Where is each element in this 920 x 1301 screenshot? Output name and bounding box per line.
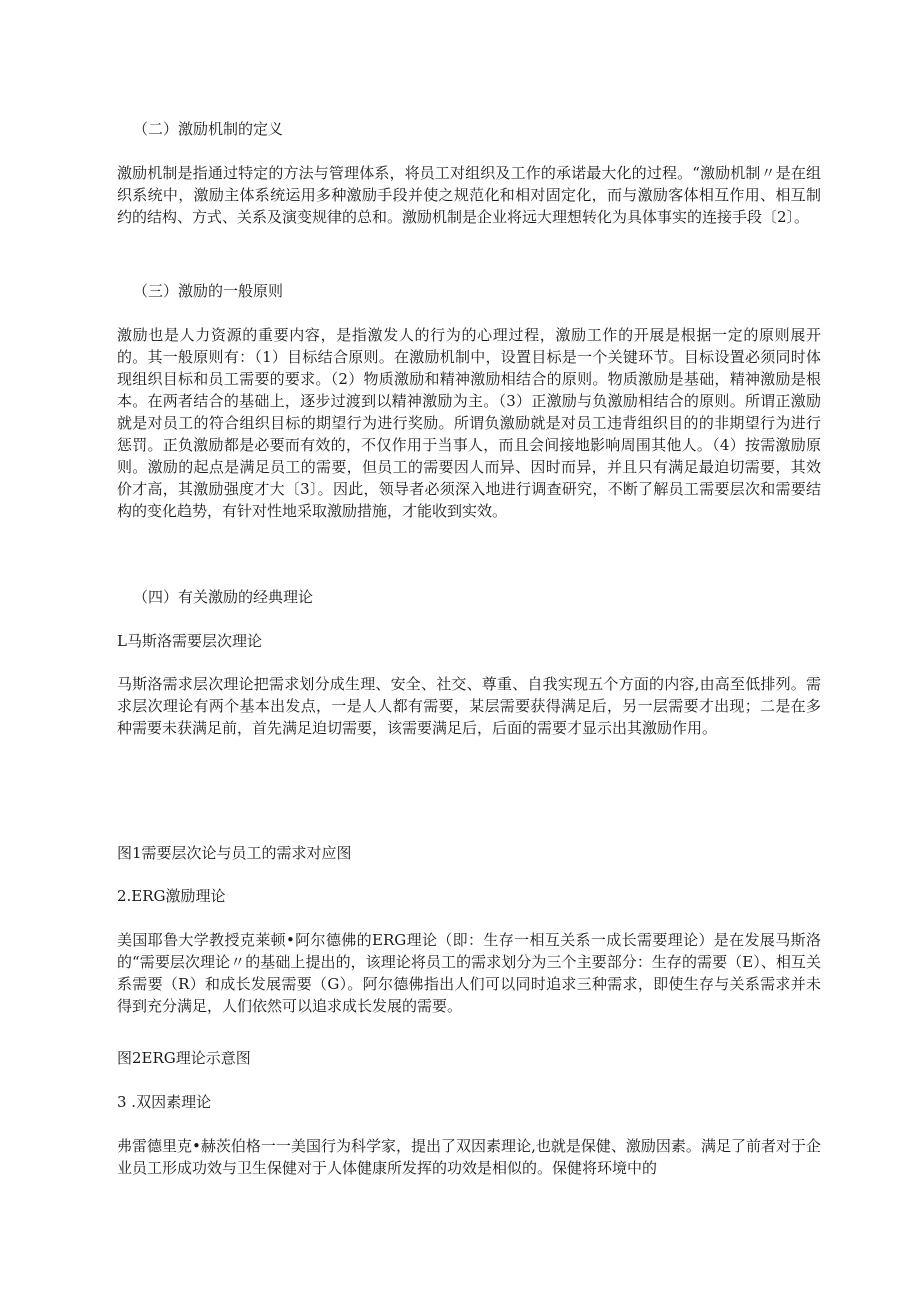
theory-3-heading: 3 .双因素理论	[117, 1093, 212, 1111]
section-4-heading: （四）有关激励的经典理论	[133, 588, 314, 606]
figure-1-caption: 图1需要层次论与员工的需求对应图	[117, 844, 352, 862]
theory-2-heading: 2.ERG激励理论	[117, 887, 226, 905]
theory-3-paragraph: 弗雷德里克•赫茨伯格一一美国行为科学家，提出了双因素理论,也就是保健、激励因素。满足了前者对于企业员工形成功效与卫生保健对于人体健康所发挥的功效是相似的。保健将环境中的	[117, 1137, 821, 1177]
theory-2-paragraph: 美国耶鲁大学教授克莱顿•阿尔德佛的ERG理论（即：生存一相互关系一成长需要理论）是在发展马斯洛的“需要层次理论〃的基础上提出的，该理论将员工的需求划分为三个主要部分：生存的需要（E）、相互关系需要（R）和成长发展需要（G）。阿尔德佛指出人们可以同时追求三种需求，即使生存与关系需求并未得到充分满足，人们依然可以追求成长发展的需要。	[117, 931, 821, 1015]
section-2-paragraph: 激励机制是指通过特定的方法与管理体系，将员工对组织及工作的承诺最大化的过程。“激励机制〃是在组织系统中，激励主体系统运用多种激励手段并使之规范化和相对固定化，而与激励客体相互作用、相互制约的结构、方式、关系及演变规律的总和。激励机制是企业将远大理想转化为具体事实的连接手段〔2〕。	[117, 164, 821, 226]
figure-2-caption: 图2ERG理论示意图	[117, 1049, 251, 1067]
section-3-heading: （三）激励的一般原则	[133, 282, 284, 300]
theory-1-paragraph: 马斯洛需求层次理论把需求划分成生理、安全、社交、尊重、自我实现五个方面的内容,由高至低排列。需求层次理论有两个基本出发点，一是人人都有需要，某层需要获得满足后，另一层需要才出现；二是在多种需要未获满足前，首先满足迫切需要，该需要满足后，后面的需要才显示出其激励作用。	[117, 675, 821, 737]
section-3-paragraph: 激励也是人力资源的重要内容，是指激发人的行为的心理过程，激励工作的开展是根据一定的原则展开的。其一般原则有：（1）目标结合原则。在激励机制中，设置目标是一个关键环节。目标设置必须同时体现组织目标和员工需要的要求。（2）物质激励和精神激励相结合的原则。物质激励是基础，精神激励是根本。在两者结合的基础上，逐步过渡到以精神激励为主。（3）正激励与负激励相结合的原则。所谓正激励就是对员工的符合组织目标的期望行为进行奖励。所谓负激励就是对员工违背组织目的的非期望行为进行惩罚。正负激励都是必要而有效的，不仅作用于当事人，而且会间接地影响周围其他人。（4）按需激励原则。激励的起点是满足员工的需要，但员工的需要因人而异、因时而异，并且只有满足最迫切需要，其效价才高，其激励强度才大〔3〕。因此，领导者必须深入地进行调查研究，不断了解员工需要层次和需要结构的变化趋势，有针对性地采取激励措施，才能收到实效。	[117, 326, 821, 520]
section-2-heading: （二）激励机制的定义	[133, 120, 284, 138]
theory-1-heading: L马斯洛需要层次理论	[117, 632, 262, 650]
